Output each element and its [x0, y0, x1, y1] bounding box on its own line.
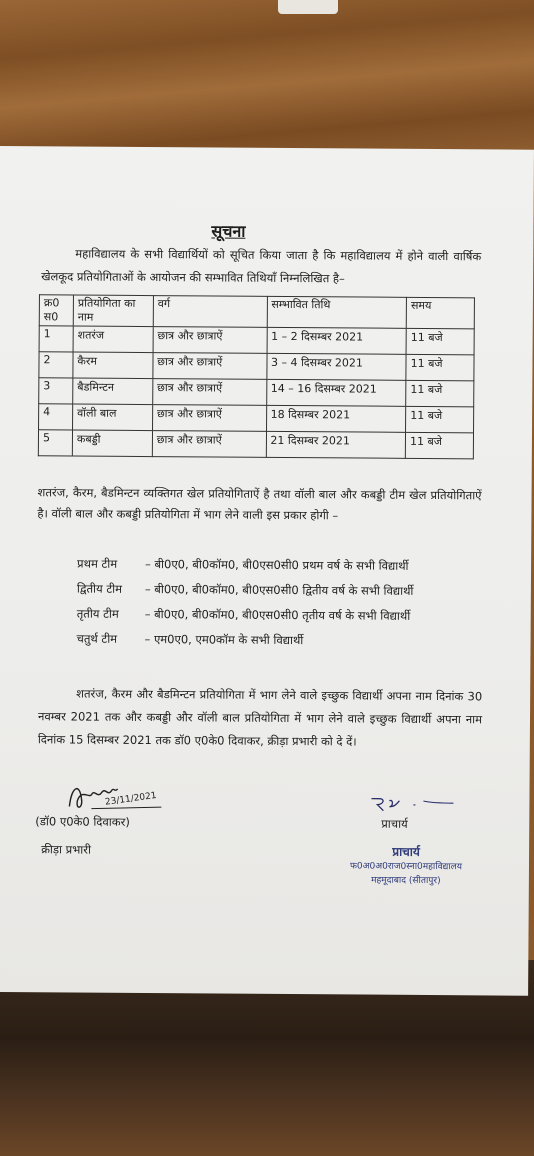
cell-competition: कैरम [73, 352, 153, 379]
table-row [39, 326, 474, 355]
cell-date: 21 दिसम्बर 2021 [266, 431, 406, 458]
team-name: प्रथम टीम [77, 556, 118, 571]
team-name: द्वितीय टीम [76, 581, 123, 596]
cell-competition: कबड्डी [72, 430, 152, 457]
header-date: सम्भावित तिथि [267, 296, 407, 328]
team-info-paragraph: शतरंज, कैरम, बैडमिन्टन व्यक्तिगत खेल प्रतियोगिताऐं है तथा वॉली बाल और कबड्डी टीम खेल प्रतियोगिताऐं है। वॉली बाल और कबड्डी प्रतियोगिता में भाग लेने वाली इस प्रकार होगी – [37, 485, 482, 523]
table-row [39, 378, 474, 407]
sports-incharge-signature [61, 776, 171, 817]
sports-incharge-role: क्रीड़ा प्रभारी [41, 842, 92, 857]
cell-category: छात्र और छात्राऐं [152, 405, 266, 432]
team-description: – एम0ए0, एम0कॉम के सभी विद्यार्थी [144, 632, 304, 648]
header-serial: क्र0 स0 [39, 295, 73, 326]
cell-date: 1 – 2 दिसम्बर 2021 [267, 327, 407, 354]
cell-serial: 5 [38, 430, 72, 456]
cell-category: छात्र और छात्राऐं [153, 327, 267, 354]
cell-date: 18 दिसम्बर 2021 [266, 405, 406, 432]
cell-competition: बैडमिन्टन [73, 378, 153, 405]
notice-title: सूचना [211, 221, 246, 241]
list-item [76, 632, 413, 659]
principal-signature [367, 793, 457, 818]
notice-paper [0, 146, 534, 996]
list-item [77, 607, 414, 634]
principal-stamp [331, 842, 481, 888]
cell-time: 11 बजे [405, 432, 473, 458]
table-row [38, 430, 473, 459]
stamp-location: महमूदाबाद (सीतापुर) [371, 875, 441, 887]
header-time: समय [406, 297, 474, 328]
cell-time: 11 बजे [406, 328, 474, 354]
cell-category: छात्र और छात्राऐं [153, 353, 267, 380]
cell-competition: शतरंज [73, 326, 153, 353]
stamp-college-name: फ0अ0अ0राज0स्ना0महाविद्यालय [349, 861, 462, 873]
header-competition: प्रतियोगिता का नाम [73, 295, 153, 327]
principal-label: प्राचार्य [381, 816, 408, 831]
cell-time: 11 बजे [406, 406, 474, 432]
list-item [77, 557, 414, 584]
cell-serial: 3 [39, 378, 73, 404]
team-list [76, 557, 413, 659]
team-name: चतुर्थ टीम [76, 631, 118, 646]
signature-date: 23/11/2021 [104, 790, 158, 808]
schedule-table [38, 294, 475, 459]
team-name: तृतीय टीम [76, 606, 119, 621]
table-header-row [39, 295, 474, 329]
wooden-table-background [0, 0, 534, 150]
table-row [39, 404, 474, 433]
stamp-title: प्राचार्य [392, 844, 420, 859]
cell-date: 3 – 4 दिसम्बर 2021 [266, 353, 406, 380]
header-category: वर्ग [153, 296, 267, 328]
cell-date: 14 – 16 दिसम्बर 2021 [266, 379, 406, 406]
cell-time: 11 बजे [406, 354, 474, 380]
list-item [77, 582, 414, 609]
cell-competition: वॉली बाल [72, 404, 152, 431]
sports-incharge-name: (डॉ0 ए0के0 दिवाकर) [35, 814, 130, 829]
team-description: – बी0ए0, बी0कॉम0, बी0एस0सी0 प्रथम वर्ष के सभी विद्यार्थी [145, 557, 409, 573]
intro-paragraph: महाविद्यालय के सभी विद्यार्थियों को सूचित किया जाता है कि महाविद्यालय में होने वाली वार्षिक खेलकूद प्रतियोगिताओं के आयोजन की सम्भावित तिथियाँ निम्नलिखित है– [41, 246, 482, 286]
cell-serial: 1 [39, 326, 73, 352]
team-description: – बी0ए0, बी0कॉम0, बी0एस0सी0 द्वितीय वर्ष के सभी विद्यार्थी [144, 582, 414, 598]
cell-category: छात्र और छात्राऐं [153, 379, 267, 406]
registration-paragraph: शतरंज, कैरम और बैडमिन्टन प्रतियोगिता में भाग लेने वाले इच्छुक विद्यार्थी अपना नाम दिनांक 30 नवम्बर 2021 तक और कबड्डी और वॉली बाल प्रतियोगिता में भाग लेने वाले इच्छुक विद्यार्थी अपना नाम दिनांक 15 दिसम्बर 2021 तक डॉ0 ए0के0 दिवाकर, क्रीड़ा प्रभारी को दे दें। [37, 686, 483, 749]
object-on-table [278, 0, 338, 14]
team-description: – बी0ए0, बी0कॉम0, बी0एस0सी0 तृतीय वर्ष के सभी विद्यार्थी [144, 607, 411, 623]
table-row [39, 352, 474, 381]
cell-serial: 2 [39, 352, 73, 378]
cell-serial: 4 [39, 404, 73, 430]
cell-time: 11 बजे [406, 380, 474, 406]
cell-category: छात्र और छात्राऐं [152, 431, 266, 458]
